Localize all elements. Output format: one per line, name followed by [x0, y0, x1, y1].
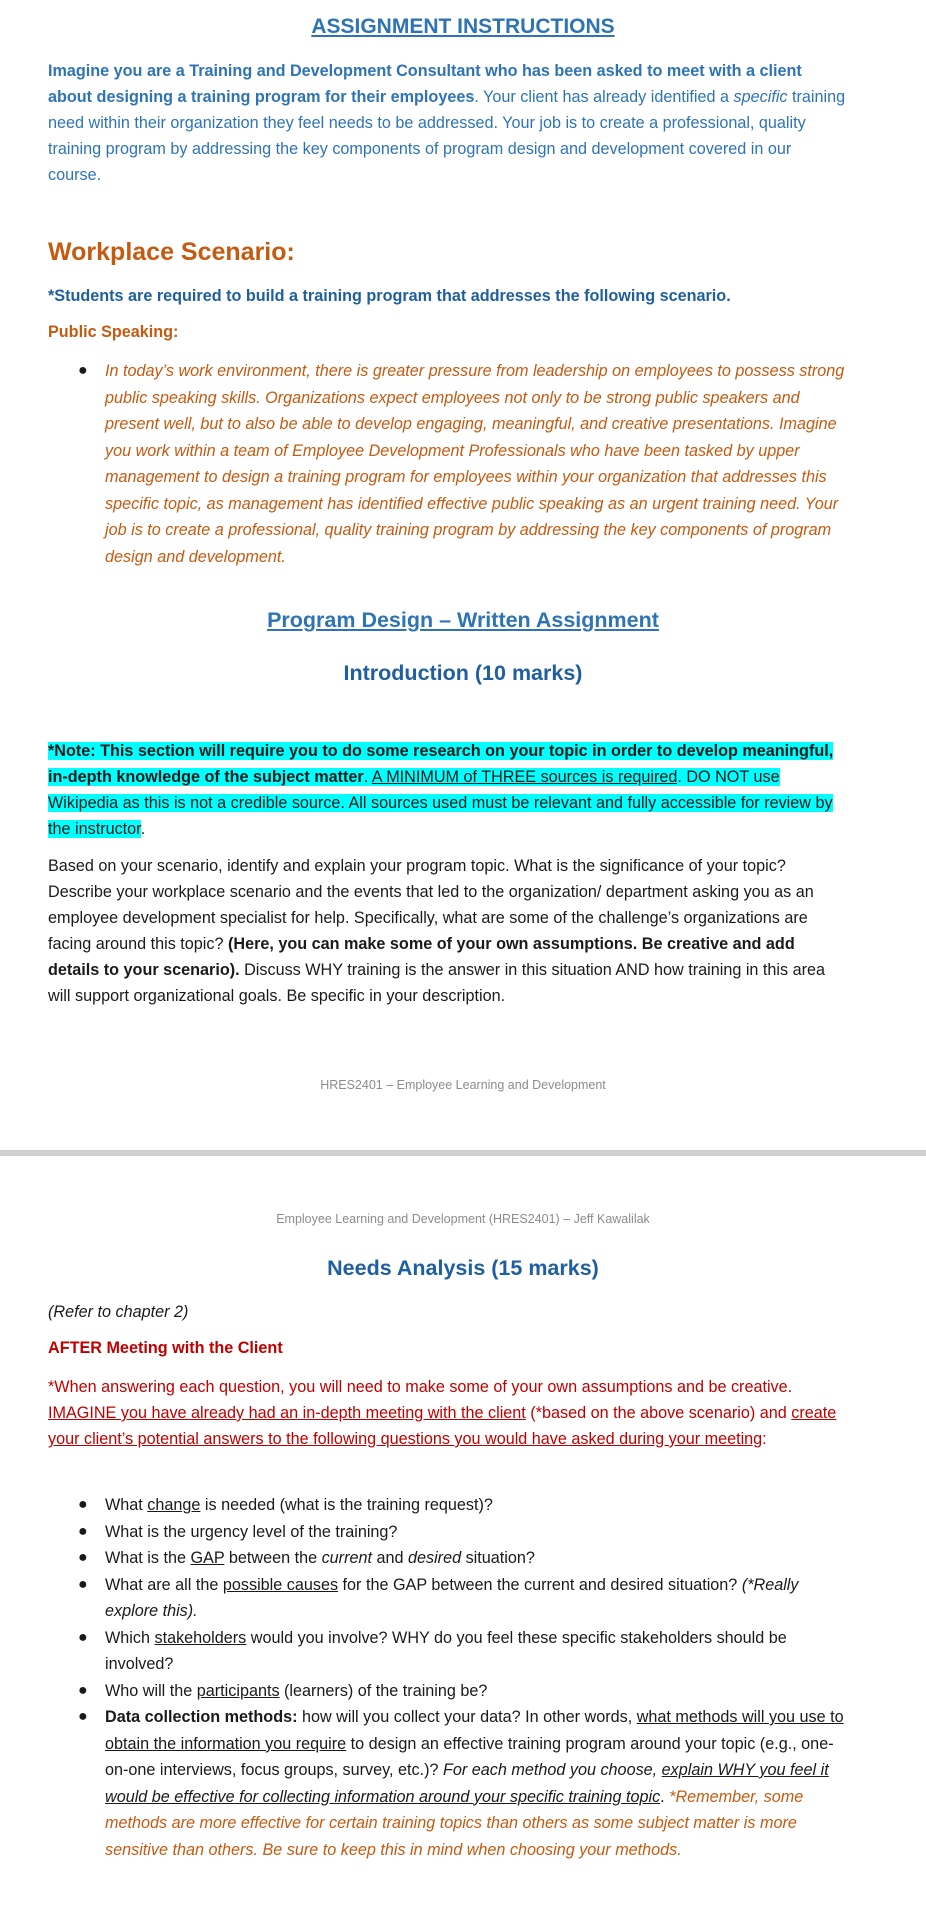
text-segment: what methods will you use to obtain the information you require [105, 1708, 844, 1753]
question-data-collection [48, 1704, 848, 1863]
note-bold-text: *Note: This section will require you to do some research on your topic in order to develop meaningful, in-depth knowledge of the subject matter [48, 742, 834, 786]
instr-underlined-1: IMAGINE you have already had an in-depth meeting with the client [48, 1404, 526, 1422]
workplace-scenario-heading: Workplace Scenario: [48, 238, 295, 266]
bullet-icon: ● [78, 1496, 88, 1513]
text-segment: Data collection methods: [105, 1708, 298, 1726]
text-segment: and [371, 1549, 408, 1567]
text-segment: What are all the [105, 1575, 223, 1594]
question-causes [48, 1572, 848, 1625]
intro-paragraph [48, 58, 848, 188]
text-segment: For each method you choose, [443, 1761, 662, 1779]
question-gap [48, 1545, 848, 1572]
question-change [48, 1492, 848, 1519]
scenario-bullet-list [48, 358, 848, 570]
text-segment: is needed (what is the training request)? [200, 1496, 493, 1514]
text-segment: stakeholders [154, 1628, 247, 1647]
text-segment: (*Really explore this). [105, 1575, 799, 1620]
intro-text-2: training need within their organization they feel needs to be addressed. Your job is to create a professional, quality training program by addressing the key components of program design and development covered in our course. [48, 88, 846, 184]
text-segment: situation? [461, 1549, 535, 1567]
text-segment: change [147, 1496, 201, 1514]
introduction-body [48, 853, 848, 1009]
scenario-text: In today’s work environment, there is greater pressure from leadership on employees to possess strong public speaking skills. Organizations expect employees not only to be strong public speakers and present well, but to also be able to develop engaging, meaningful, and creative presentations. Imagine you work within a team of Employee Development Professionals who have been tasked by upper management to design a training program for employees within your organization that addresses this specific topic, as management has identified effective public speaking as an urgent training need. Your job is to create a professional, quality training program by addressing the key components of program design and development. [105, 362, 845, 566]
text-segment: how will you collect your data? In other words, [297, 1708, 637, 1726]
text-segment: would you involve? WHY do you feel these specific stakeholders should be involved? [105, 1628, 787, 1673]
body-text-1: Based on your scenario, identify and explain your program topic. What is the significance of your topic? Describe your workplace scenario and the events that led to the organization/ department asking you as an employee development specialist for help. Specifically, what are some of the challenge’s organizations are facing around this topic? [48, 857, 814, 953]
assignment-title: ASSIGNMENT INSTRUCTIONS [311, 15, 615, 38]
intro-specific-word: specific [733, 88, 788, 106]
text-segment: to design an effective training program around your topic (e.g., one-on-one interviews, focus groups, survey, etc.)? [105, 1734, 834, 1779]
instr-text-2: (*based on the above scenario) and [525, 1404, 792, 1422]
scenario-bullet [48, 358, 848, 570]
bullet-icon: ● [78, 1681, 88, 1699]
intro-bold-text: Imagine you are a Training and Development Consultant who has been asked to meet with a client about designing a training program for their employees [48, 62, 802, 106]
needs-instructions [48, 1374, 848, 1452]
text-segment: (learners) of the training be? [279, 1681, 488, 1700]
body-text-2: Discuss WHY training is the answer in this situation AND how training in this area will support organizational goals. Be specific in your description. [48, 961, 826, 1005]
page-footer: HRES2401 – Employee Learning and Development [320, 1078, 606, 1092]
text-segment: participants [196, 1681, 280, 1700]
note-text-1: . [363, 768, 372, 786]
bullet-icon: ● [78, 1708, 88, 1725]
question-list [48, 1492, 848, 1863]
program-design-heading: Program Design – Written Assignment [267, 608, 659, 632]
text-segment: What is the urgency level of the training? [105, 1522, 398, 1541]
bullet-icon: ● [78, 1575, 88, 1593]
instr-text-1: *When answering each question, you will need to make some of your own assumptions and be creative. [48, 1378, 793, 1396]
topic-label: Public Speaking: [48, 323, 179, 341]
page-2 [0, 1156, 926, 1920]
question-participants [48, 1678, 848, 1705]
intro-text-1: . Your client has already identified a [474, 88, 734, 106]
question-stakeholders [48, 1625, 848, 1678]
page-header: Employee Learning and Development (HRES2401) – Jeff Kawalilak [276, 1212, 650, 1226]
note-text-2: . DO NOT use Wikipedia as this is not a credible source. All sources used must be relevant and fully accessible for review by the instructor [48, 768, 833, 838]
text-segment: What [105, 1496, 148, 1514]
text-segment: possible causes [222, 1575, 339, 1594]
bullet-icon: ● [78, 1628, 88, 1646]
text-segment: Which [105, 1628, 155, 1647]
instr-end: : [762, 1430, 767, 1448]
bullet-icon: ● [78, 1522, 88, 1540]
text-segment: current [321, 1549, 372, 1567]
instr-underlined-2: create your client’s potential answers to the following questions you would have asked during your meeting [48, 1404, 837, 1448]
refer-chapter: (Refer to chapter 2) [48, 1303, 189, 1321]
students-note: *Students are required to build a training program that addresses the following scenario. [48, 287, 731, 305]
text-segment: . [660, 1787, 670, 1806]
text-segment: for the GAP between the current and desired situation? [338, 1575, 742, 1594]
text-segment: *Remember, some methods are more effective for certain training topics than others as some subject matter is more sensitive than others. Be sure to keep this in mind when choosing your methods. [105, 1787, 804, 1859]
text-segment: Who will the [105, 1681, 197, 1700]
text-segment: GAP [190, 1549, 225, 1567]
question-urgency [48, 1519, 848, 1546]
text-segment: What is the [105, 1549, 191, 1567]
body-bold-text: (Here, you can make some of your own assumptions. Be creative and add details to your scenario). [48, 935, 795, 979]
research-note [48, 738, 854, 842]
after-meeting-label: AFTER Meeting with the Client [48, 1339, 283, 1357]
bullet-icon: ● [78, 1549, 88, 1566]
text-segment: desired [407, 1549, 462, 1567]
bullet-icon: ● [78, 362, 88, 379]
introduction-heading: Introduction (10 marks) [343, 661, 583, 685]
text-segment: explain WHY you feel it would be effective for collecting information around your specific training topic [105, 1761, 829, 1806]
note-end: . [140, 820, 146, 838]
note-sources-required: A MINIMUM of THREE sources is required [371, 768, 678, 786]
text-segment: between the [224, 1549, 322, 1567]
needs-analysis-heading: Needs Analysis (15 marks) [327, 1256, 599, 1280]
